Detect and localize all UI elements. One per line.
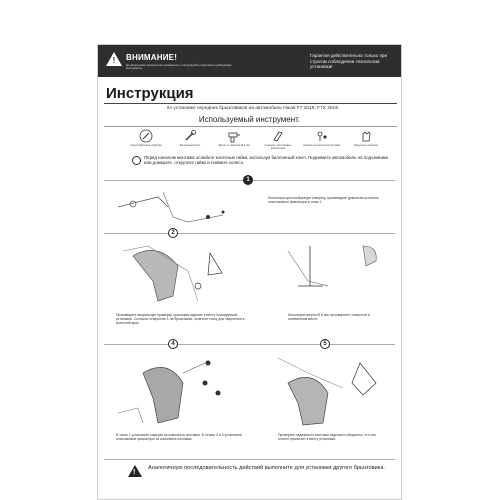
- step-1-caption: Используя крестообразную отвертку, произведите демонтаж штатного пластикового фиксатора в точке 1.: [268, 196, 379, 205]
- instruction-sheet: [97, 44, 402, 500]
- banner-title: ВНИМАНИЕ!: [126, 53, 178, 62]
- step-1-illustration: [113, 187, 243, 227]
- screwdriver-icon: [139, 129, 153, 143]
- warning-icon-mark: !: [133, 469, 136, 476]
- warning-banner: [98, 45, 401, 77]
- tool-label: Дрель со сверлом Ø 6 мм: [218, 144, 250, 147]
- step-4-caption: В точке 1 установите саморез из комплекта поставки. В точках 2 и 3 установите пластиковые фиксаторы из комплекта поставки.: [116, 433, 243, 442]
- banner-subtitle: До начала работ внимательно ознакомьтесь с инструкцией и подготовьте необходимые инструменты.: [126, 64, 232, 70]
- final-divider: [104, 459, 395, 460]
- tool-label: Крепёж из комплекта поставки: [303, 144, 341, 147]
- fasteners-icon: [315, 129, 329, 143]
- banner-guarantee-text: Гарантия действительна только при строгом соблюдении технологии установки!: [310, 53, 388, 70]
- info-icon: [132, 156, 141, 165]
- step-3-illustration: [268, 241, 388, 311]
- step-number-badge: 1: [243, 175, 253, 185]
- drill-icon: [227, 129, 241, 143]
- tool-label: Защитные перчатки: [354, 144, 378, 147]
- gloves-icon: [359, 129, 373, 143]
- step-2-illustration: [118, 241, 238, 311]
- step-4-header: [98, 339, 401, 349]
- step-divider: [104, 344, 395, 345]
- step-5-caption: Проверьте надежность монтажа изделия и убедитесь, что оно плотно прилегает к месту установки.: [278, 433, 377, 442]
- step-number-badge: 4: [168, 339, 178, 349]
- step-2-caption: Произведите визуальную примерку, приложив изделие к месту планируемой установки. Согласно отверстию 1 на брызговике, отметьте точку для сверления в колесной арке.: [116, 313, 245, 326]
- step-1-header: [98, 175, 401, 185]
- tool-screwdriver: [126, 129, 166, 147]
- step-2-header: [98, 228, 401, 238]
- page-title: Инструкция: [106, 85, 194, 102]
- tool-fasteners: [302, 129, 342, 147]
- clip-remover-icon: [271, 129, 285, 143]
- title-divider: [104, 103, 397, 104]
- tool-gloves: [346, 129, 386, 147]
- tool-label: Баллонный ключ: [179, 144, 201, 147]
- step-number-badge: 2: [168, 228, 178, 238]
- tool-label: Крестообразная отвёртка: [130, 144, 162, 147]
- page-subtitle: по установке передних брызговиков на автомобиль Haval F7 2019, F7X 2019.: [166, 106, 340, 111]
- step-4-illustration: [113, 353, 243, 428]
- step-divider: [104, 233, 395, 234]
- step-5-illustration: [268, 353, 388, 428]
- prep-text: Перед началом монтажа ослабьте колесные гайки, используя баллонный ключ. Поднимите автомобиль на подъемнике или домкрате, открутите гайки и снимите колесо.: [144, 155, 389, 166]
- tools-heading: Используемый инструмент.: [198, 115, 301, 124]
- warning-icon-mark: !: [112, 56, 116, 65]
- tools-divider: [104, 126, 397, 127]
- wrench-icon: [183, 129, 197, 143]
- tool-clip-remover: [258, 129, 298, 150]
- step-3-caption: Используя сверло Ø 6 мм, просверлите отверстие в отмеченном месте.: [288, 313, 370, 322]
- final-note: Аналогичную последовательность действий выполните для установки другого брызговика.: [148, 465, 385, 471]
- step-number-badge: 5: [320, 339, 330, 349]
- tool-label: Съёмник пластиковых фиксаторов: [264, 144, 292, 150]
- tool-wrench: [170, 129, 210, 147]
- tool-drill: [214, 129, 254, 147]
